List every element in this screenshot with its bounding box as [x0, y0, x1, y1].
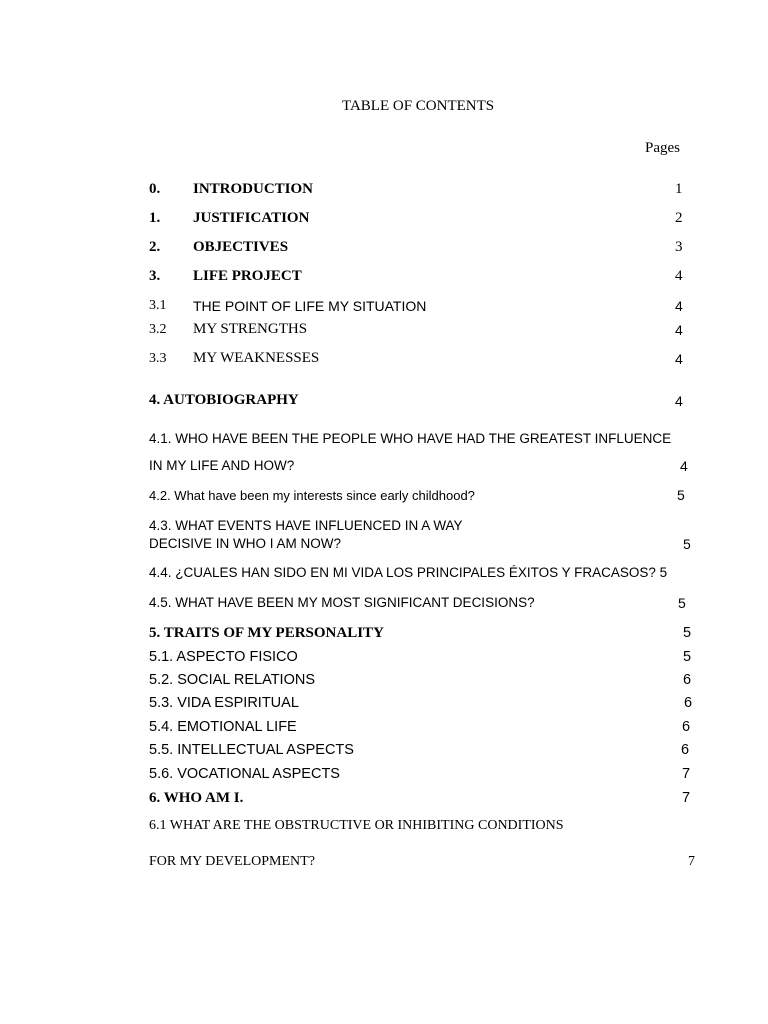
toc-entry-page: 5: [677, 487, 685, 503]
toc-entry-influential-people-line1: 4.1. WHO HAVE BEEN THE PEOPLE WHO HAVE HAD THE GREATEST INFLUENCE: [149, 431, 672, 446]
toc-entry-events-line2: DECISIVE IN WHO I AM NOW?: [149, 536, 342, 551]
toc-entry-number: 3.3: [149, 351, 167, 366]
toc-entry-intellectual-aspects: 5.5. INTELLECTUAL ASPECTS: [149, 742, 354, 758]
toc-entry-page: 4: [680, 458, 688, 474]
toc-entry-social-relations: 5.2. SOCIAL RELATIONS: [149, 672, 315, 688]
toc-entry-page: 4: [675, 322, 683, 338]
toc-entry-autobiography: 4. AUTOBIOGRAPHY: [149, 392, 299, 408]
toc-entry-page: 6: [681, 742, 690, 758]
toc-entry-weaknesses: MY WEAKNESSES: [193, 350, 320, 366]
toc-entry-page: 1: [675, 181, 683, 197]
toc-entry-number: 1.: [149, 210, 161, 226]
toc-entry-objectives: OBJECTIVES: [193, 239, 289, 255]
toc-entry-page: 5: [683, 649, 692, 665]
toc-entry-inhibiting-conditions-line2: FOR MY DEVELOPMENT?: [149, 854, 315, 869]
toc-entry-life-project: LIFE PROJECT: [193, 268, 302, 284]
toc-entry-aspecto-fisico: 5.1. ASPECTO FISICO: [149, 649, 298, 665]
toc-entry-vocational-aspects: 5.6. VOCATIONAL ASPECTS: [149, 766, 340, 782]
toc-entry-exitos-fracasos: 4.4. ¿CUALES HAN SIDO EN MI VIDA LOS PRINCIPALES ÉXITOS Y FRACASOS? 5: [149, 565, 668, 580]
toc-entry-number: 3.1: [149, 298, 167, 313]
toc-entry-vida-espiritual: 5.3. VIDA ESPIRITUAL: [149, 695, 299, 711]
toc-entry-influential-people-line2: IN MY LIFE AND HOW?: [149, 458, 295, 473]
toc-entry-who-am-i: 6. WHO AM I.: [149, 790, 244, 806]
toc-entry-number: 2.: [149, 239, 161, 255]
toc-entry-page: 5: [683, 536, 691, 552]
toc-entry-page: 7: [682, 766, 691, 782]
toc-entry-point-of-life: THE POINT OF LIFE MY SITUATION: [193, 298, 427, 314]
toc-entry-number: 3.2: [149, 322, 167, 337]
toc-entry-page: 4: [675, 393, 683, 409]
toc-entry-interests: 4.2. What have been my interests since early childhood?: [149, 488, 475, 503]
toc-entry-strengths: MY STRENGTHS: [193, 321, 308, 337]
toc-entry-page: 7: [688, 854, 695, 869]
toc-entry-decisions: 4.5. WHAT HAVE BEEN MY MOST SIGNIFICANT DECISIONS?: [149, 595, 535, 610]
toc-entry-page: 3: [675, 239, 683, 255]
toc-entry-number: 0.: [149, 181, 161, 197]
pages-column-header: Pages: [645, 140, 680, 156]
toc-entry-page: 6: [683, 672, 692, 688]
toc-entry-introduction: INTRODUCTION: [193, 181, 314, 197]
toc-entry-personality-traits: 5. TRAITS OF MY PERSONALITY: [149, 625, 384, 641]
toc-entry-page: 5: [683, 625, 692, 641]
toc-entry-page: 6: [684, 695, 693, 711]
toc-entry-page: 6: [682, 719, 691, 735]
toc-entry-inhibiting-conditions-line1: 6.1 WHAT ARE THE OBSTRUCTIVE OR INHIBITING CONDITIONS: [149, 818, 564, 833]
toc-entry-page: 5: [678, 595, 686, 611]
toc-entry-page: 4: [675, 268, 683, 284]
toc-entry-page: 2: [675, 210, 683, 226]
toc-entry-page: 7: [682, 790, 691, 806]
toc-entry-emotional-life: 5.4. EMOTIONAL LIFE: [149, 719, 297, 735]
toc-entry-events-line1: 4.3. WHAT EVENTS HAVE INFLUENCED IN A WAY: [149, 518, 463, 533]
toc-entry-page: 4: [675, 351, 683, 367]
toc-entry-page: 4: [675, 298, 683, 314]
toc-entry-number: 3.: [149, 268, 161, 284]
toc-title: TABLE OF CONTENTS: [342, 98, 495, 114]
toc-entry-justification: JUSTIFICATION: [193, 210, 310, 226]
